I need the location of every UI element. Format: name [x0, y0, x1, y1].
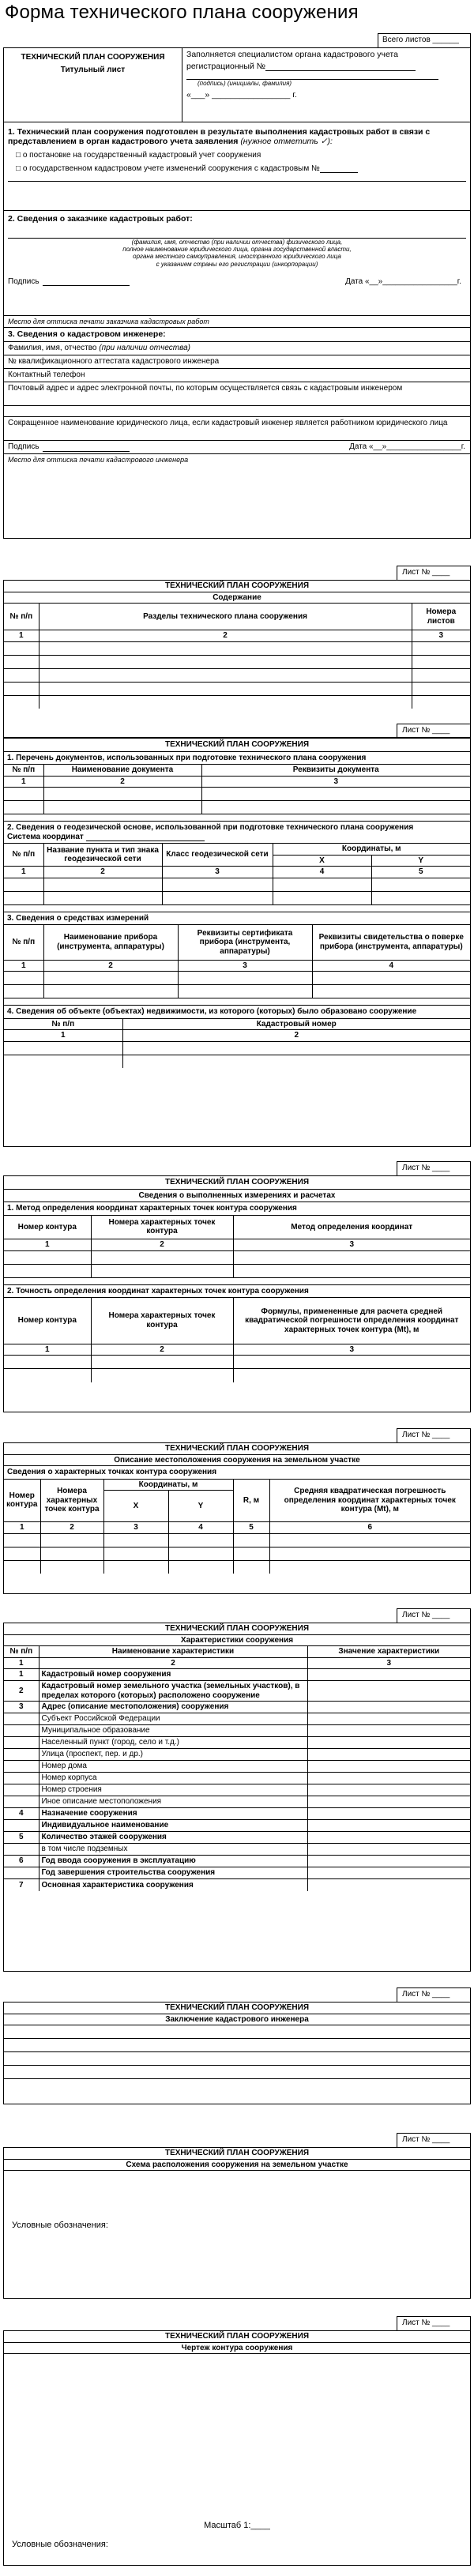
char-value-cell[interactable] [307, 1773, 470, 1784]
char-row-number [4, 1773, 39, 1784]
table-row[interactable] [4, 1796, 470, 1808]
method-col-method: Метод определения координат [233, 1216, 470, 1239]
char-value-cell[interactable] [307, 1761, 470, 1773]
contents-sheet [3, 566, 471, 738]
table-row[interactable] [4, 1725, 470, 1737]
char-row-number [4, 1737, 39, 1749]
option-changes: о государственном кадастровом учете изменений сооружения с кадастровым № [22, 164, 320, 173]
scheme-sheet [3, 2133, 471, 2299]
customer-signature-field[interactable] [43, 285, 130, 286]
char-value-cell[interactable] [307, 1713, 470, 1725]
accuracy-num-1: 1 [4, 1344, 91, 1356]
contents-col-no: № п/п [4, 604, 39, 630]
table-row[interactable] [4, 1250, 470, 1264]
measure-s1-title: 1. Метод определения координат характерных точек контура сооружения [4, 1202, 470, 1216]
engineer-signature-label: Подпись [8, 442, 40, 451]
points-col-x: X [103, 1491, 168, 1522]
section-3 [4, 328, 470, 538]
sheet-number-label: Лист № [402, 1431, 431, 1439]
option-registration: о постановке на государственный кадастровый учет сооружения [22, 151, 261, 160]
sheet-number: Лист № ____ [397, 1608, 471, 1623]
char-row-name: Кадастровый номер земельного участка (земельных участков), в пределах которого (которых) расположено сооружение [39, 1681, 307, 1702]
table-row[interactable] [4, 972, 470, 985]
char-row-name: Адрес (описание местоположения) сооружения [39, 1702, 307, 1713]
checkbox-changes[interactable]: □ [16, 164, 21, 173]
char-col-value: Значение характеристики [307, 1646, 470, 1657]
initial-header: ТЕХНИЧЕСКИЙ ПЛАН СООРУЖЕНИЯ [4, 739, 470, 752]
char-row-number: 2 [4, 1681, 39, 1702]
total-sheets: Всего листов ______ [378, 33, 471, 47]
drawing-sheet [3, 2316, 471, 2566]
conclusion-line[interactable] [4, 2039, 470, 2052]
initial-data-frame [3, 738, 471, 1147]
customer-signature-label: Подпись [8, 276, 40, 286]
sheet-number-label: Лист № [402, 1990, 431, 1999]
drawing-header: ТЕХНИЧЕСКИЙ ПЛАН СООРУЖЕНИЯ [4, 2331, 470, 2343]
sheet-number-label: Лист № [402, 2318, 431, 2327]
registration-block [182, 48, 470, 122]
drawing-title: Чертеж контура сооружения [4, 2343, 470, 2355]
engineer-name-label: Фамилия, имя, отчество [8, 344, 97, 352]
points-col-coords: Координаты, м [103, 1480, 233, 1491]
char-title: Характеристики сооружения [4, 1635, 470, 1647]
sheet-number: Лист № ____ [397, 2133, 471, 2147]
documents-num-3: 3 [201, 776, 470, 788]
char-num-1: 1 [4, 1657, 39, 1669]
char-row-number [4, 1749, 39, 1761]
char-value-cell[interactable] [307, 1832, 470, 1844]
initial-s4-title: 4. Сведения об объекте (объектах) недвижимости, из которого (которых) было образовано сооружение [4, 1005, 470, 1019]
table-row[interactable] [4, 1856, 470, 1867]
char-value-cell[interactable] [307, 1681, 470, 1702]
char-row-name: Количество этажей сооружения [39, 1832, 307, 1844]
sheet-number: Лист № ____ [397, 2316, 471, 2330]
char-row-name: Номер корпуса [39, 1773, 307, 1784]
char-value-cell[interactable] [307, 1725, 470, 1737]
customer-date: Дата «__»_________________г. [345, 276, 461, 286]
char-header: ТЕХНИЧЕСКИЙ ПЛАН СООРУЖЕНИЯ [4, 1623, 470, 1635]
points-col-points: Номера характерных точек контура [40, 1480, 103, 1522]
points-num-2: 2 [40, 1522, 103, 1534]
char-row-name: Основная характеристика сооружения [39, 1879, 307, 1891]
table-row[interactable] [4, 1702, 470, 1713]
geodetic-col-class: Класс геодезической сети [162, 844, 273, 867]
document-title: Форма технического плана сооружения [5, 2, 359, 23]
geodetic-table [4, 844, 470, 905]
char-value-cell[interactable] [307, 1784, 470, 1796]
method-col-contour: Номер контура [4, 1216, 91, 1239]
points-num-6: 6 [269, 1522, 470, 1534]
checkbox-registration[interactable]: □ [16, 151, 21, 160]
sheet-number: Лист № ____ [397, 724, 471, 738]
coordinate-system-label: Система координат [7, 832, 84, 841]
instruments-col-name: Наименование прибора (инструмента, аппаратуры) [43, 925, 178, 960]
char-value-cell[interactable] [307, 1867, 470, 1879]
table-row[interactable] [4, 1784, 470, 1796]
characteristics-rows [4, 1669, 470, 1891]
char-row-name: Номер дома [39, 1761, 307, 1773]
char-row-number [4, 1761, 39, 1773]
accuracy-col-formula: Формулы, примененные для расчета средней квадратической погрешности определения координат характерных точек контура (Мt), м [233, 1298, 470, 1344]
sheet-number: Лист № ____ [397, 1161, 471, 1175]
char-row-name: Номер строения [39, 1784, 307, 1796]
sheet-number: Лист № ____ [397, 566, 471, 580]
geodetic-num-2: 2 [43, 867, 162, 878]
table-row[interactable] [4, 1773, 470, 1784]
instruments-num-1: 1 [4, 960, 43, 972]
table-row[interactable] [4, 1761, 470, 1773]
contents-col-sheets: Номера листов [412, 604, 470, 630]
source-col-cadastral: Кадастровый номер [122, 1019, 470, 1030]
sheet-number-label: Лист № [402, 568, 431, 577]
table-row[interactable] [4, 1669, 470, 1681]
measure-s2-title: 2. Точность определения координат характерных точек контура сооружения [4, 1284, 470, 1299]
table-row[interactable] [4, 1713, 470, 1725]
initial-s2-title [4, 821, 470, 844]
table-row[interactable] [4, 1808, 470, 1820]
contents-num-3: 3 [412, 630, 470, 642]
char-row-name: Кадастровый номер сооружения [39, 1669, 307, 1681]
instruments-col-verification: Реквизиты свидетельства о поверке прибора (инструмента, аппаратуры) [312, 925, 470, 960]
engineer-date: Дата «__»_________________г. [349, 442, 465, 451]
char-row-number: 5 [4, 1832, 39, 1844]
table-row[interactable] [4, 801, 470, 814]
points-col-r: R, м [233, 1480, 269, 1522]
table-row[interactable] [4, 1055, 470, 1068]
documents-col-details: Реквизиты документа [201, 765, 470, 776]
customer-hint-4: с указанием страны его регистрации (инкорпорации) [156, 260, 318, 268]
contour-points-table [4, 1480, 470, 1574]
char-row-name: в том числе подземных [39, 1844, 307, 1856]
method-table [4, 1216, 470, 1278]
table-row[interactable] [4, 1832, 470, 1844]
table-row[interactable] [4, 641, 470, 655]
measure-header: ТЕХНИЧЕСКИЙ ПЛАН СООРУЖЕНИЯ [4, 1176, 470, 1190]
location-title: Описание местоположения сооружения на земельном участке [4, 1455, 470, 1467]
char-row-number [4, 1725, 39, 1737]
engineer-certificate: № квалификационного аттестата кадастрового инженера [4, 355, 470, 369]
geodetic-num-4: 4 [273, 867, 371, 878]
sheet-number-label: Лист № [402, 1611, 431, 1619]
table-row[interactable] [4, 891, 470, 904]
conclusion-line[interactable] [4, 2052, 470, 2066]
method-col-points: Номера характерных точек контура [91, 1216, 233, 1239]
points-col-contour: Номер контура [4, 1480, 40, 1522]
char-col-name: Наименование характеристики [39, 1646, 307, 1657]
table-row[interactable] [4, 1547, 470, 1560]
sheet-number-label: Лист № [402, 1164, 431, 1172]
title-page-header: ТЕХНИЧЕСКИЙ ПЛАН СООРУЖЕНИЯ [21, 53, 165, 62]
customer-hint-3: органа местного самоуправления, иностранного юридического лица [133, 253, 341, 261]
accuracy-num-2: 2 [91, 1344, 233, 1356]
char-row-name: Назначение сооружения [39, 1808, 307, 1820]
table-row[interactable] [4, 1681, 470, 1702]
char-value-cell[interactable] [307, 1879, 470, 1891]
instruments-table [4, 925, 470, 998]
accuracy-table [4, 1298, 470, 1382]
char-row-name: Населенный пункт (город, село и т.д.) [39, 1737, 307, 1749]
method-num-1: 1 [4, 1239, 91, 1251]
table-row[interactable] [4, 655, 470, 668]
location-header: ТЕХНИЧЕСКИЙ ПЛАН СООРУЖЕНИЯ [4, 1443, 470, 1455]
table-row[interactable] [4, 695, 470, 709]
characteristics-sheet [3, 1608, 471, 1972]
char-row-number [4, 1867, 39, 1879]
table-row[interactable] [4, 1264, 470, 1277]
char-row-number [4, 1844, 39, 1856]
location-subtitle: Сведения о характерных точках контура сооружения [4, 1466, 470, 1480]
scheme-header: ТЕХНИЧЕСКИЙ ПЛАН СООРУЖЕНИЯ [4, 2148, 470, 2160]
char-value-cell[interactable] [307, 1737, 470, 1749]
table-row[interactable] [4, 1533, 470, 1547]
scheme-title: Схема расположения сооружения на земельном участке [4, 2160, 470, 2172]
char-value-cell[interactable] [307, 1749, 470, 1761]
instruments-num-4: 4 [312, 960, 470, 972]
conclusion-line[interactable] [4, 2066, 470, 2079]
documents-num-1: 1 [4, 776, 43, 788]
points-num-5: 5 [233, 1522, 269, 1534]
table-row[interactable] [4, 682, 470, 695]
initial-s1-title: 1. Перечень документов, использованных при подготовке технического плана сооружения [4, 752, 470, 765]
geodetic-col-no: № п/п [4, 844, 43, 867]
points-col-y: Y [168, 1491, 233, 1522]
table-row[interactable] [4, 985, 470, 998]
drawing-frame [3, 2330, 471, 2566]
conclusion-sheet [3, 1987, 471, 2104]
registration-date: «___» _________________ г. [186, 90, 297, 100]
section-3-title: 3. Сведения о кадастровом инженере: [4, 329, 470, 342]
table-row[interactable] [4, 1737, 470, 1749]
char-value-cell[interactable] [307, 1796, 470, 1808]
source-num-1: 1 [4, 1030, 122, 1042]
section-1-hint: (нужное отметить ✓): [240, 137, 333, 147]
points-num-1: 1 [4, 1522, 40, 1534]
geodetic-num-3: 3 [162, 867, 273, 878]
char-value-cell[interactable] [307, 1808, 470, 1820]
char-col-no: № п/п [4, 1646, 39, 1657]
char-value-cell[interactable] [307, 1820, 470, 1832]
char-row-number: 7 [4, 1879, 39, 1891]
section-1 [4, 122, 470, 211]
contents-col-sections: Разделы технического плана сооружения [39, 604, 412, 630]
table-row[interactable] [4, 878, 470, 891]
sheet-number: Лист № ____ [397, 1428, 471, 1442]
geodetic-num-1: 1 [4, 867, 43, 878]
method-num-3: 3 [233, 1239, 470, 1251]
signature-hint: (подпись) (инициалы, фамилия) [198, 80, 292, 88]
method-num-2: 2 [91, 1239, 233, 1251]
table-row[interactable] [4, 788, 470, 801]
registration-note: Заполняется специалистом органа кадастрового учета [186, 50, 398, 59]
table-row[interactable] [4, 1867, 470, 1879]
accuracy-col-contour: Номер контура [4, 1298, 91, 1344]
table-row[interactable] [4, 1820, 470, 1832]
char-row-number [4, 1713, 39, 1725]
contents-num-1: 1 [4, 630, 39, 642]
engineer-address-line[interactable] [4, 406, 470, 417]
table-row[interactable] [4, 1356, 470, 1369]
contents-title: Содержание [4, 592, 470, 604]
contents-table [4, 581, 470, 709]
char-row-name: Муниципальное образование [39, 1725, 307, 1737]
table-row[interactable] [4, 1879, 470, 1891]
documents-col-name: Наименование документа [43, 765, 201, 776]
characteristics-table [4, 1646, 470, 1891]
title-page [3, 33, 471, 539]
table-row[interactable] [4, 1844, 470, 1856]
instruments-num-3: 3 [178, 960, 312, 972]
conclusion-line[interactable] [4, 2025, 470, 2039]
char-row-name: Субъект Российской Федерации [39, 1713, 307, 1725]
char-row-name: Год завершения строительства сооружения [39, 1867, 307, 1879]
geodetic-title: 2. Сведения о геодезической основе, использованной при подготовке технического плана сооружения [7, 823, 414, 832]
measure-title: Сведения о выполненных измерениях и расчетах [4, 1190, 470, 1203]
section-2-title: 2. Сведения о заказчике кадастровых работ: [8, 214, 193, 224]
table-row[interactable] [4, 1749, 470, 1761]
geodetic-col-x: X [273, 855, 371, 867]
scheme-frame [3, 2147, 471, 2299]
contents-frame [3, 580, 471, 738]
char-value-cell[interactable] [307, 1702, 470, 1713]
char-num-2: 2 [39, 1657, 307, 1669]
char-row-number: 6 [4, 1856, 39, 1867]
documents-num-2: 2 [43, 776, 201, 788]
engineer-stamp-place: Место для оттиска печати кадастрового инженера [8, 456, 189, 464]
engineer-address: Почтовый адрес и адрес электронной почты, по которым осуществляется связь с кадастровым инженером [4, 382, 470, 406]
registration-number-field[interactable] [265, 70, 416, 71]
instruments-num-2: 2 [43, 960, 178, 972]
registration-number-label: регистрационный № [186, 62, 266, 72]
customer-hint-2: полное наименование юридического лица, органа государственной власти, [122, 246, 352, 254]
source-num-2: 2 [122, 1030, 470, 1042]
location-frame [3, 1442, 471, 1594]
initial-s3-title: 3. Сведения о средствах измерений [4, 912, 470, 926]
char-row-name: Год ввода сооружения в эксплуатацию [39, 1856, 307, 1867]
table-row[interactable] [4, 1369, 470, 1382]
engineer-signature-field[interactable] [43, 451, 130, 452]
geodetic-col-coords: Координаты, м [273, 844, 470, 855]
section-1-blank-line[interactable] [8, 181, 466, 182]
sheet-number: Лист № ____ [397, 1987, 471, 2002]
char-row-number [4, 1784, 39, 1796]
accuracy-num-3: 3 [233, 1344, 470, 1356]
char-row-number: 1 [4, 1669, 39, 1681]
drawing-scale: Масштаб 1:____ [204, 2521, 270, 2530]
source-objects-table [4, 1019, 470, 1069]
char-row-number [4, 1820, 39, 1832]
engineer-organization: Сокращенное наименование юридического лица, если кадастровый инженер является работником юридического лица [4, 417, 470, 441]
table-row[interactable] [4, 1560, 470, 1574]
documents-table [4, 765, 470, 814]
points-num-4: 4 [168, 1522, 233, 1534]
char-value-cell[interactable] [307, 1856, 470, 1867]
conclusion-title: Заключение кадастрового инженера [4, 2014, 470, 2026]
char-row-number: 4 [4, 1808, 39, 1820]
customer-hint-1: (фамилия, имя, отчество (при наличии отчества) физического лица, [131, 239, 343, 246]
char-row-name: Улица (проспект, пер. и др.) [39, 1749, 307, 1761]
coordinate-system-field[interactable] [86, 840, 205, 841]
instruments-col-no: № п/п [4, 925, 43, 960]
section-1-title: 1. Технический план сооружения подготовлен в результате выполнения кадастровых работ в связи с представлением в орган кадастрового учета заявления [8, 127, 431, 147]
table-row[interactable] [4, 1041, 470, 1055]
measurements-sheet [3, 1161, 471, 1412]
initial-data-sheet [3, 724, 471, 1147]
points-num-3: 3 [103, 1522, 168, 1534]
table-row[interactable] [4, 668, 470, 682]
engineer-name-hint: (при наличии отчества) [99, 344, 190, 352]
engineer-phone: Контактный телефон [4, 369, 470, 382]
source-col-no: № п/п [4, 1019, 122, 1030]
geodetic-col-y: Y [371, 855, 470, 867]
characteristics-frame [3, 1623, 471, 1972]
char-row-name: Иное описание местоположения [39, 1796, 307, 1808]
char-row-number: 3 [4, 1702, 39, 1713]
char-value-cell[interactable] [307, 1844, 470, 1856]
accuracy-col-points: Номера характерных точек контура [91, 1298, 233, 1344]
location-sheet [3, 1428, 471, 1594]
measurements-frame [3, 1175, 471, 1412]
char-row-number [4, 1796, 39, 1808]
sheet-number-label: Лист № [402, 2135, 431, 2144]
contents-header: ТЕХНИЧЕСКИЙ ПЛАН СООРУЖЕНИЯ [4, 581, 470, 592]
section-2 [4, 211, 470, 328]
documents-col-no: № п/п [4, 765, 43, 776]
customer-stamp-place: Место для оттиска печати заказчика кадастровых работ [4, 315, 470, 327]
contents-num-2: 2 [39, 630, 412, 642]
points-col-error: Средняя квадратическая погрешность определения координат характерных точек контура (Мt), м [269, 1480, 470, 1522]
geodetic-col-point: Название пункта и тип знака геодезической сети [43, 844, 162, 867]
drawing-legend: Условные обозначения: [12, 2540, 108, 2549]
cadastral-number-field[interactable] [320, 172, 358, 173]
conclusion-header: ТЕХНИЧЕСКИЙ ПЛАН СООРУЖЕНИЯ [4, 2003, 470, 2014]
title-page-frame [3, 47, 471, 539]
char-value-cell[interactable] [307, 1669, 470, 1681]
scheme-legend: Условные обозначения: [12, 2221, 108, 2230]
char-row-name: Индивидуальное наименование [39, 1820, 307, 1832]
title-block [4, 48, 182, 122]
geodetic-num-5: 5 [371, 867, 470, 878]
sheet-number-label: Лист № [402, 726, 431, 735]
conclusion-frame [3, 2002, 471, 2104]
title-page-subheader: Титульный лист [60, 65, 126, 74]
instruments-col-certificate: Реквизиты сертификата прибора (инструмента, аппаратуры) [178, 925, 312, 960]
char-num-3: 3 [307, 1657, 470, 1669]
